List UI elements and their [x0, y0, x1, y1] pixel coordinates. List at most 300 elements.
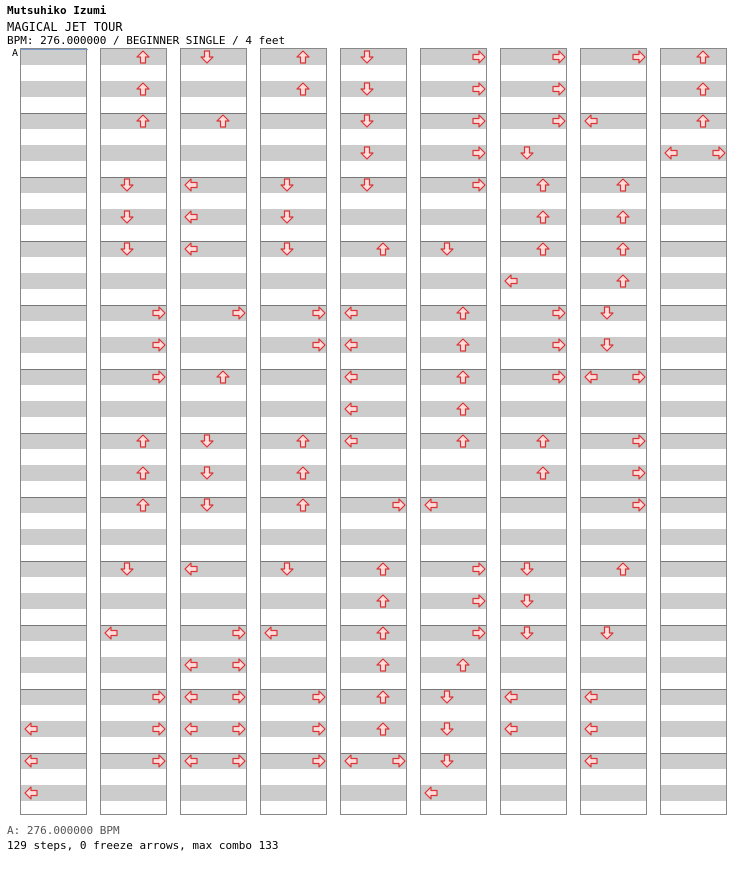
measure-line: [421, 433, 486, 434]
up-arrow-icon: [136, 50, 150, 64]
measure-line: [581, 177, 646, 178]
chart-column: [420, 48, 487, 815]
left-arrow-icon: [184, 754, 198, 768]
left-arrow-icon: [584, 370, 598, 384]
beat-band: [261, 113, 326, 129]
measure-line: [661, 369, 726, 370]
beat-band: [101, 273, 166, 289]
measure-line: [501, 241, 566, 242]
beat-band: [101, 593, 166, 609]
up-arrow-icon: [376, 626, 390, 640]
beat-band: [581, 177, 646, 193]
chart-column: [580, 48, 647, 815]
beat-band: [421, 305, 486, 321]
measure-line: [661, 305, 726, 306]
left-arrow-icon: [184, 178, 198, 192]
left-arrow-icon: [504, 274, 518, 288]
down-arrow-icon: [200, 498, 214, 512]
left-arrow-icon: [24, 786, 38, 800]
measure-line: [341, 241, 406, 242]
beat-band: [421, 657, 486, 673]
beat-band: [421, 465, 486, 481]
beat-band: [661, 369, 726, 385]
beat-band: [661, 625, 726, 641]
down-arrow-icon: [520, 626, 534, 640]
beat-band: [21, 657, 86, 673]
beat-band: [341, 593, 406, 609]
right-arrow-icon: [152, 722, 166, 736]
measure-line: [661, 177, 726, 178]
up-arrow-icon: [616, 178, 630, 192]
up-arrow-icon: [536, 210, 550, 224]
right-arrow-icon: [152, 690, 166, 704]
beat-band: [661, 113, 726, 129]
right-arrow-icon: [552, 338, 566, 352]
measure-line: [101, 113, 166, 114]
right-arrow-icon: [632, 498, 646, 512]
down-arrow-icon: [440, 754, 454, 768]
measure-line: [661, 753, 726, 754]
up-arrow-icon: [376, 562, 390, 576]
beat-band: [261, 593, 326, 609]
chart-column: [260, 48, 327, 815]
up-arrow-icon: [136, 434, 150, 448]
left-arrow-icon: [504, 722, 518, 736]
measure-line: [661, 433, 726, 434]
beat-band: [501, 497, 566, 513]
right-arrow-icon: [632, 370, 646, 384]
beat-band: [421, 369, 486, 385]
beat-band: [21, 433, 86, 449]
right-arrow-icon: [472, 146, 486, 160]
down-arrow-icon: [600, 626, 614, 640]
footer-bpm: A: 276.000000 BPM: [7, 824, 120, 837]
right-arrow-icon: [712, 146, 726, 160]
beat-band: [421, 433, 486, 449]
measure-line: [341, 689, 406, 690]
right-arrow-icon: [232, 722, 246, 736]
beat-band: [661, 401, 726, 417]
up-arrow-icon: [136, 114, 150, 128]
down-arrow-icon: [360, 146, 374, 160]
down-arrow-icon: [200, 434, 214, 448]
measure-line: [21, 561, 86, 562]
down-arrow-icon: [120, 178, 134, 192]
beat-band: [341, 561, 406, 577]
beat-band: [661, 465, 726, 481]
left-arrow-icon: [184, 562, 198, 576]
right-arrow-icon: [552, 82, 566, 96]
down-arrow-icon: [360, 82, 374, 96]
measure-line: [21, 689, 86, 690]
measure-line: [661, 241, 726, 242]
beat-band: [101, 49, 166, 65]
right-arrow-icon: [472, 82, 486, 96]
right-arrow-icon: [472, 178, 486, 192]
up-arrow-icon: [376, 658, 390, 672]
down-arrow-icon: [280, 562, 294, 576]
up-arrow-icon: [296, 50, 310, 64]
left-arrow-icon: [104, 626, 118, 640]
beat-band: [581, 785, 646, 801]
measure-line: [421, 369, 486, 370]
measure-line: [261, 433, 326, 434]
beat-band: [261, 369, 326, 385]
beat-band: [501, 657, 566, 673]
left-arrow-icon: [424, 498, 438, 512]
beat-band: [21, 273, 86, 289]
down-arrow-icon: [280, 178, 294, 192]
beat-band: [101, 81, 166, 97]
beat-band: [181, 785, 246, 801]
left-arrow-icon: [584, 114, 598, 128]
right-arrow-icon: [552, 306, 566, 320]
up-arrow-icon: [616, 562, 630, 576]
down-arrow-icon: [520, 562, 534, 576]
beat-band: [661, 433, 726, 449]
beat-band: [261, 465, 326, 481]
beat-band: [341, 465, 406, 481]
beat-band: [21, 369, 86, 385]
up-arrow-icon: [616, 210, 630, 224]
beat-band: [501, 785, 566, 801]
measure-line: [581, 241, 646, 242]
beat-band: [661, 529, 726, 545]
chart-column: [180, 48, 247, 815]
right-arrow-icon: [632, 466, 646, 480]
right-arrow-icon: [552, 50, 566, 64]
up-arrow-icon: [296, 498, 310, 512]
beat-band: [181, 401, 246, 417]
measure-line: [261, 113, 326, 114]
right-arrow-icon: [232, 306, 246, 320]
right-arrow-icon: [232, 658, 246, 672]
beat-band: [421, 529, 486, 545]
measure-line: [21, 433, 86, 434]
right-arrow-icon: [472, 50, 486, 64]
beat-band: [261, 785, 326, 801]
left-arrow-icon: [24, 754, 38, 768]
left-arrow-icon: [424, 786, 438, 800]
right-arrow-icon: [232, 690, 246, 704]
left-arrow-icon: [344, 306, 358, 320]
up-arrow-icon: [456, 434, 470, 448]
beat-band: [21, 689, 86, 705]
beat-band: [661, 497, 726, 513]
beat-band: [101, 433, 166, 449]
beat-band: [261, 81, 326, 97]
beat-band: [341, 721, 406, 737]
beat-band: [261, 273, 326, 289]
chart-column: [500, 48, 567, 815]
up-arrow-icon: [536, 466, 550, 480]
beat-band: [181, 273, 246, 289]
beat-band: [661, 753, 726, 769]
right-arrow-icon: [312, 338, 326, 352]
measure-line: [261, 497, 326, 498]
beat-band: [501, 241, 566, 257]
up-arrow-icon: [536, 178, 550, 192]
right-arrow-icon: [392, 754, 406, 768]
up-arrow-icon: [376, 594, 390, 608]
beat-band: [101, 145, 166, 161]
beat-band: [261, 657, 326, 673]
left-arrow-icon: [584, 690, 598, 704]
right-arrow-icon: [552, 370, 566, 384]
right-arrow-icon: [152, 306, 166, 320]
measure-line: [501, 753, 566, 754]
beat-band: [261, 401, 326, 417]
up-arrow-icon: [296, 434, 310, 448]
right-arrow-icon: [312, 306, 326, 320]
left-arrow-icon: [504, 690, 518, 704]
beat-band: [261, 49, 326, 65]
beat-band: [661, 273, 726, 289]
beat-band: [341, 657, 406, 673]
beat-band: [181, 369, 246, 385]
measure-line: [21, 625, 86, 626]
up-arrow-icon: [216, 370, 230, 384]
down-arrow-icon: [360, 178, 374, 192]
beat-band: [181, 593, 246, 609]
beat-band: [501, 465, 566, 481]
down-arrow-icon: [440, 690, 454, 704]
up-arrow-icon: [536, 242, 550, 256]
down-arrow-icon: [120, 562, 134, 576]
beat-band: [581, 657, 646, 673]
left-arrow-icon: [344, 338, 358, 352]
beat-band: [21, 465, 86, 481]
right-arrow-icon: [152, 338, 166, 352]
beat-band: [261, 529, 326, 545]
right-arrow-icon: [632, 50, 646, 64]
beat-band: [421, 209, 486, 225]
beat-band: [661, 785, 726, 801]
down-arrow-icon: [120, 242, 134, 256]
down-arrow-icon: [200, 50, 214, 64]
beat-band: [501, 753, 566, 769]
down-arrow-icon: [600, 338, 614, 352]
beat-band: [661, 209, 726, 225]
up-arrow-icon: [296, 466, 310, 480]
right-arrow-icon: [632, 434, 646, 448]
beat-band: [341, 689, 406, 705]
beat-band: [661, 721, 726, 737]
measure-line: [341, 561, 406, 562]
up-arrow-icon: [136, 466, 150, 480]
right-arrow-icon: [312, 722, 326, 736]
beat-band: [661, 241, 726, 257]
right-arrow-icon: [472, 626, 486, 640]
measure-line: [581, 561, 646, 562]
down-arrow-icon: [520, 146, 534, 160]
beat-band: [21, 49, 86, 65]
down-arrow-icon: [360, 114, 374, 128]
beat-band: [581, 401, 646, 417]
up-arrow-icon: [296, 82, 310, 96]
measure-line: [21, 305, 86, 306]
right-arrow-icon: [312, 690, 326, 704]
up-arrow-icon: [616, 242, 630, 256]
song-title: MAGICAL JET TOUR: [7, 20, 123, 34]
beat-band: [661, 305, 726, 321]
beat-band: [661, 593, 726, 609]
up-arrow-icon: [456, 402, 470, 416]
measure-line: [661, 561, 726, 562]
right-arrow-icon: [472, 114, 486, 128]
beat-band: [501, 401, 566, 417]
up-arrow-icon: [696, 50, 710, 64]
beat-band: [21, 337, 86, 353]
up-arrow-icon: [616, 274, 630, 288]
up-arrow-icon: [136, 498, 150, 512]
measure-line: [21, 177, 86, 178]
right-arrow-icon: [552, 114, 566, 128]
down-arrow-icon: [440, 242, 454, 256]
measure-line: [181, 369, 246, 370]
beat-band: [341, 273, 406, 289]
beat-band: [581, 209, 646, 225]
beat-band: [101, 657, 166, 673]
beat-band: [21, 561, 86, 577]
right-arrow-icon: [392, 498, 406, 512]
beat-band: [21, 625, 86, 641]
beat-band: [181, 81, 246, 97]
beat-band: [421, 337, 486, 353]
left-arrow-icon: [264, 626, 278, 640]
left-arrow-icon: [344, 370, 358, 384]
up-arrow-icon: [136, 82, 150, 96]
right-arrow-icon: [472, 562, 486, 576]
beat-band: [101, 497, 166, 513]
left-arrow-icon: [184, 722, 198, 736]
beat-band: [101, 785, 166, 801]
up-arrow-icon: [696, 114, 710, 128]
beat-band: [581, 561, 646, 577]
up-arrow-icon: [536, 434, 550, 448]
beat-band: [661, 49, 726, 65]
beat-band: [101, 465, 166, 481]
beat-band: [21, 209, 86, 225]
up-arrow-icon: [696, 82, 710, 96]
beat-band: [661, 689, 726, 705]
bpm-marker-label: A: [12, 48, 19, 59]
right-arrow-icon: [232, 754, 246, 768]
down-arrow-icon: [280, 210, 294, 224]
left-arrow-icon: [584, 754, 598, 768]
left-arrow-icon: [584, 722, 598, 736]
beat-band: [661, 177, 726, 193]
beat-band: [261, 497, 326, 513]
beat-band: [21, 593, 86, 609]
measure-line: [341, 625, 406, 626]
measure-line: [21, 241, 86, 242]
up-arrow-icon: [456, 338, 470, 352]
measure-line: [21, 369, 86, 370]
measure-line: [501, 177, 566, 178]
measure-line: [661, 689, 726, 690]
up-arrow-icon: [376, 722, 390, 736]
beat-band: [21, 305, 86, 321]
down-arrow-icon: [280, 242, 294, 256]
measure-line: [21, 497, 86, 498]
down-arrow-icon: [440, 722, 454, 736]
chart-column: [20, 48, 87, 815]
bpm-marker-line: [20, 49, 88, 50]
chart-column: [100, 48, 167, 815]
beat-band: [581, 593, 646, 609]
measure-line: [501, 433, 566, 434]
right-arrow-icon: [472, 594, 486, 608]
beat-band: [101, 113, 166, 129]
beat-band: [101, 401, 166, 417]
beat-band: [341, 241, 406, 257]
left-arrow-icon: [24, 722, 38, 736]
left-arrow-icon: [184, 242, 198, 256]
beat-band: [501, 209, 566, 225]
beat-band: [21, 177, 86, 193]
left-arrow-icon: [344, 754, 358, 768]
measure-line: [261, 369, 326, 370]
beat-band: [581, 529, 646, 545]
beat-band: [261, 433, 326, 449]
measure-line: [661, 113, 726, 114]
measure-line: [21, 113, 86, 114]
down-arrow-icon: [520, 594, 534, 608]
down-arrow-icon: [200, 466, 214, 480]
beat-band: [101, 529, 166, 545]
left-arrow-icon: [344, 434, 358, 448]
right-arrow-icon: [152, 370, 166, 384]
up-arrow-icon: [456, 306, 470, 320]
beat-band: [341, 209, 406, 225]
right-arrow-icon: [312, 754, 326, 768]
chart-column: [340, 48, 407, 815]
beat-band: [421, 401, 486, 417]
beat-band: [501, 529, 566, 545]
measure-line: [101, 497, 166, 498]
artist-name: Mutsuhiko Izumi: [7, 4, 107, 17]
beat-band: [341, 785, 406, 801]
measure-line: [661, 497, 726, 498]
beat-band: [181, 145, 246, 161]
beat-band: [661, 657, 726, 673]
bpm-difficulty-line: BPM: 276.000000 / BEGINNER SINGLE / 4 feet: [7, 34, 286, 47]
beat-band: [21, 497, 86, 513]
beat-band: [261, 145, 326, 161]
beat-band: [501, 433, 566, 449]
beat-band: [661, 81, 726, 97]
left-arrow-icon: [184, 210, 198, 224]
left-arrow-icon: [664, 146, 678, 160]
measure-line: [421, 305, 486, 306]
beat-band: [581, 81, 646, 97]
footer-stats: 129 steps, 0 freeze arrows, max combo 133: [7, 839, 279, 852]
up-arrow-icon: [456, 370, 470, 384]
beat-band: [21, 529, 86, 545]
beat-band: [581, 273, 646, 289]
beat-band: [501, 177, 566, 193]
up-arrow-icon: [376, 242, 390, 256]
beat-band: [21, 113, 86, 129]
chart-column: [660, 48, 727, 815]
down-arrow-icon: [120, 210, 134, 224]
left-arrow-icon: [184, 658, 198, 672]
down-arrow-icon: [360, 50, 374, 64]
beat-band: [341, 529, 406, 545]
beat-band: [581, 145, 646, 161]
down-arrow-icon: [600, 306, 614, 320]
